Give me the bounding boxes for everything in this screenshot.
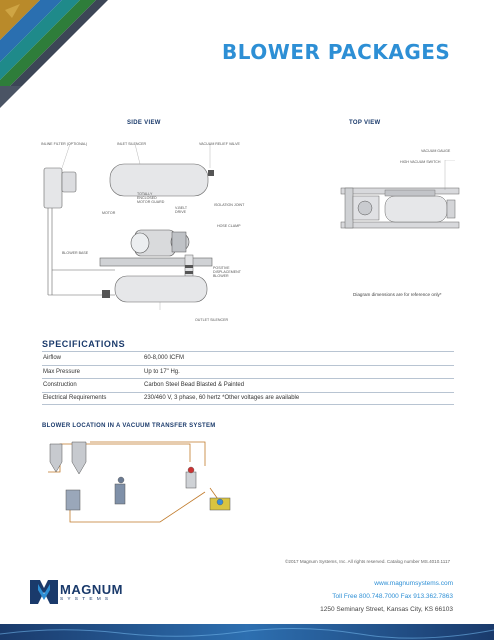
spec-row [42,365,454,379]
top-view-label: TOP VIEW [349,120,381,126]
website-link[interactable]: www.magnumsystems.com [374,580,453,587]
brand-name: MAGNUM [60,582,123,597]
specifications-table [42,351,454,405]
address: 1250 Seminary Street, Kansas City, KS 66103 [320,606,453,613]
spec-row [42,378,454,392]
spec-label: Max Pressure [43,368,81,375]
side-view-label: SIDE VIEW [127,120,161,126]
side-view-diagram [40,140,240,320]
callout-outlet-silencer: OUTLET SILENCER [195,318,229,322]
spec-label: Electrical Requirements [43,395,107,402]
spec-label: Construction [43,382,77,389]
vacuum-system-diagram [40,432,290,532]
magnum-logo-icon [30,580,58,604]
spec-label: Airflow [43,355,62,362]
callout-v-belt: V-BELT DRIVE [175,206,188,214]
footer-band [0,624,494,640]
callout-hose-clamp: HOSE CLAMP [217,224,241,228]
top-view-diagram [335,160,465,250]
callout-inline-filter: INLINE FILTER (OPTIONAL) [41,142,88,146]
callout-inlet-silencer: INLET SILENCER [117,142,147,146]
callout-vacuum-relief: VACUUM RELIEF VALVE [199,142,240,146]
reference-note: Diagram dimensions are for reference only* [353,292,442,297]
callout-high-vacuum-switch: HIGH VACUUM SWITCH [400,160,441,164]
callout-blower-base: BLOWER BASE [62,251,89,255]
page-title: BLOWER PACKAGES [222,40,451,64]
spec-row [42,351,454,365]
corner-decoration [0,0,110,110]
spec-value: Up to 17" Hg. [144,368,180,375]
spec-value: 230/460 V, 3 phase, 60 hertz *Other voltages are available [144,395,300,402]
spec-row [42,392,454,406]
specifications-heading: SPECIFICATIONS [42,339,126,349]
callout-isolation-joint: ISOLATION JOINT [214,203,245,207]
phone-numbers: Toll Free 800.748.7000 Fax 913.362.7863 [332,593,453,600]
callout-positive-displacement: POSITIVE DISPLACEMENT BLOWER [213,266,241,278]
location-heading: BLOWER LOCATION IN A VACUUM TRANSFER SYSTEM [42,423,216,429]
brand-sub: SYSTEMS [60,597,113,602]
spec-value: 60-8,000 ICFM [144,355,185,362]
callout-totally-enclosed: TOTALLY ENCLOSED MOTOR GUARD [137,192,165,204]
callout-vacuum-gauge: VACUUM GAUGE [421,149,451,153]
spec-value: Carbon Steel Bead Blasted & Painted [144,382,245,389]
copyright-text: ©2017 Magnum Systems, Inc. All rights reserved. Catalog number MS.4010.1117 [285,559,451,564]
callout-motor: MOTOR [102,211,116,215]
